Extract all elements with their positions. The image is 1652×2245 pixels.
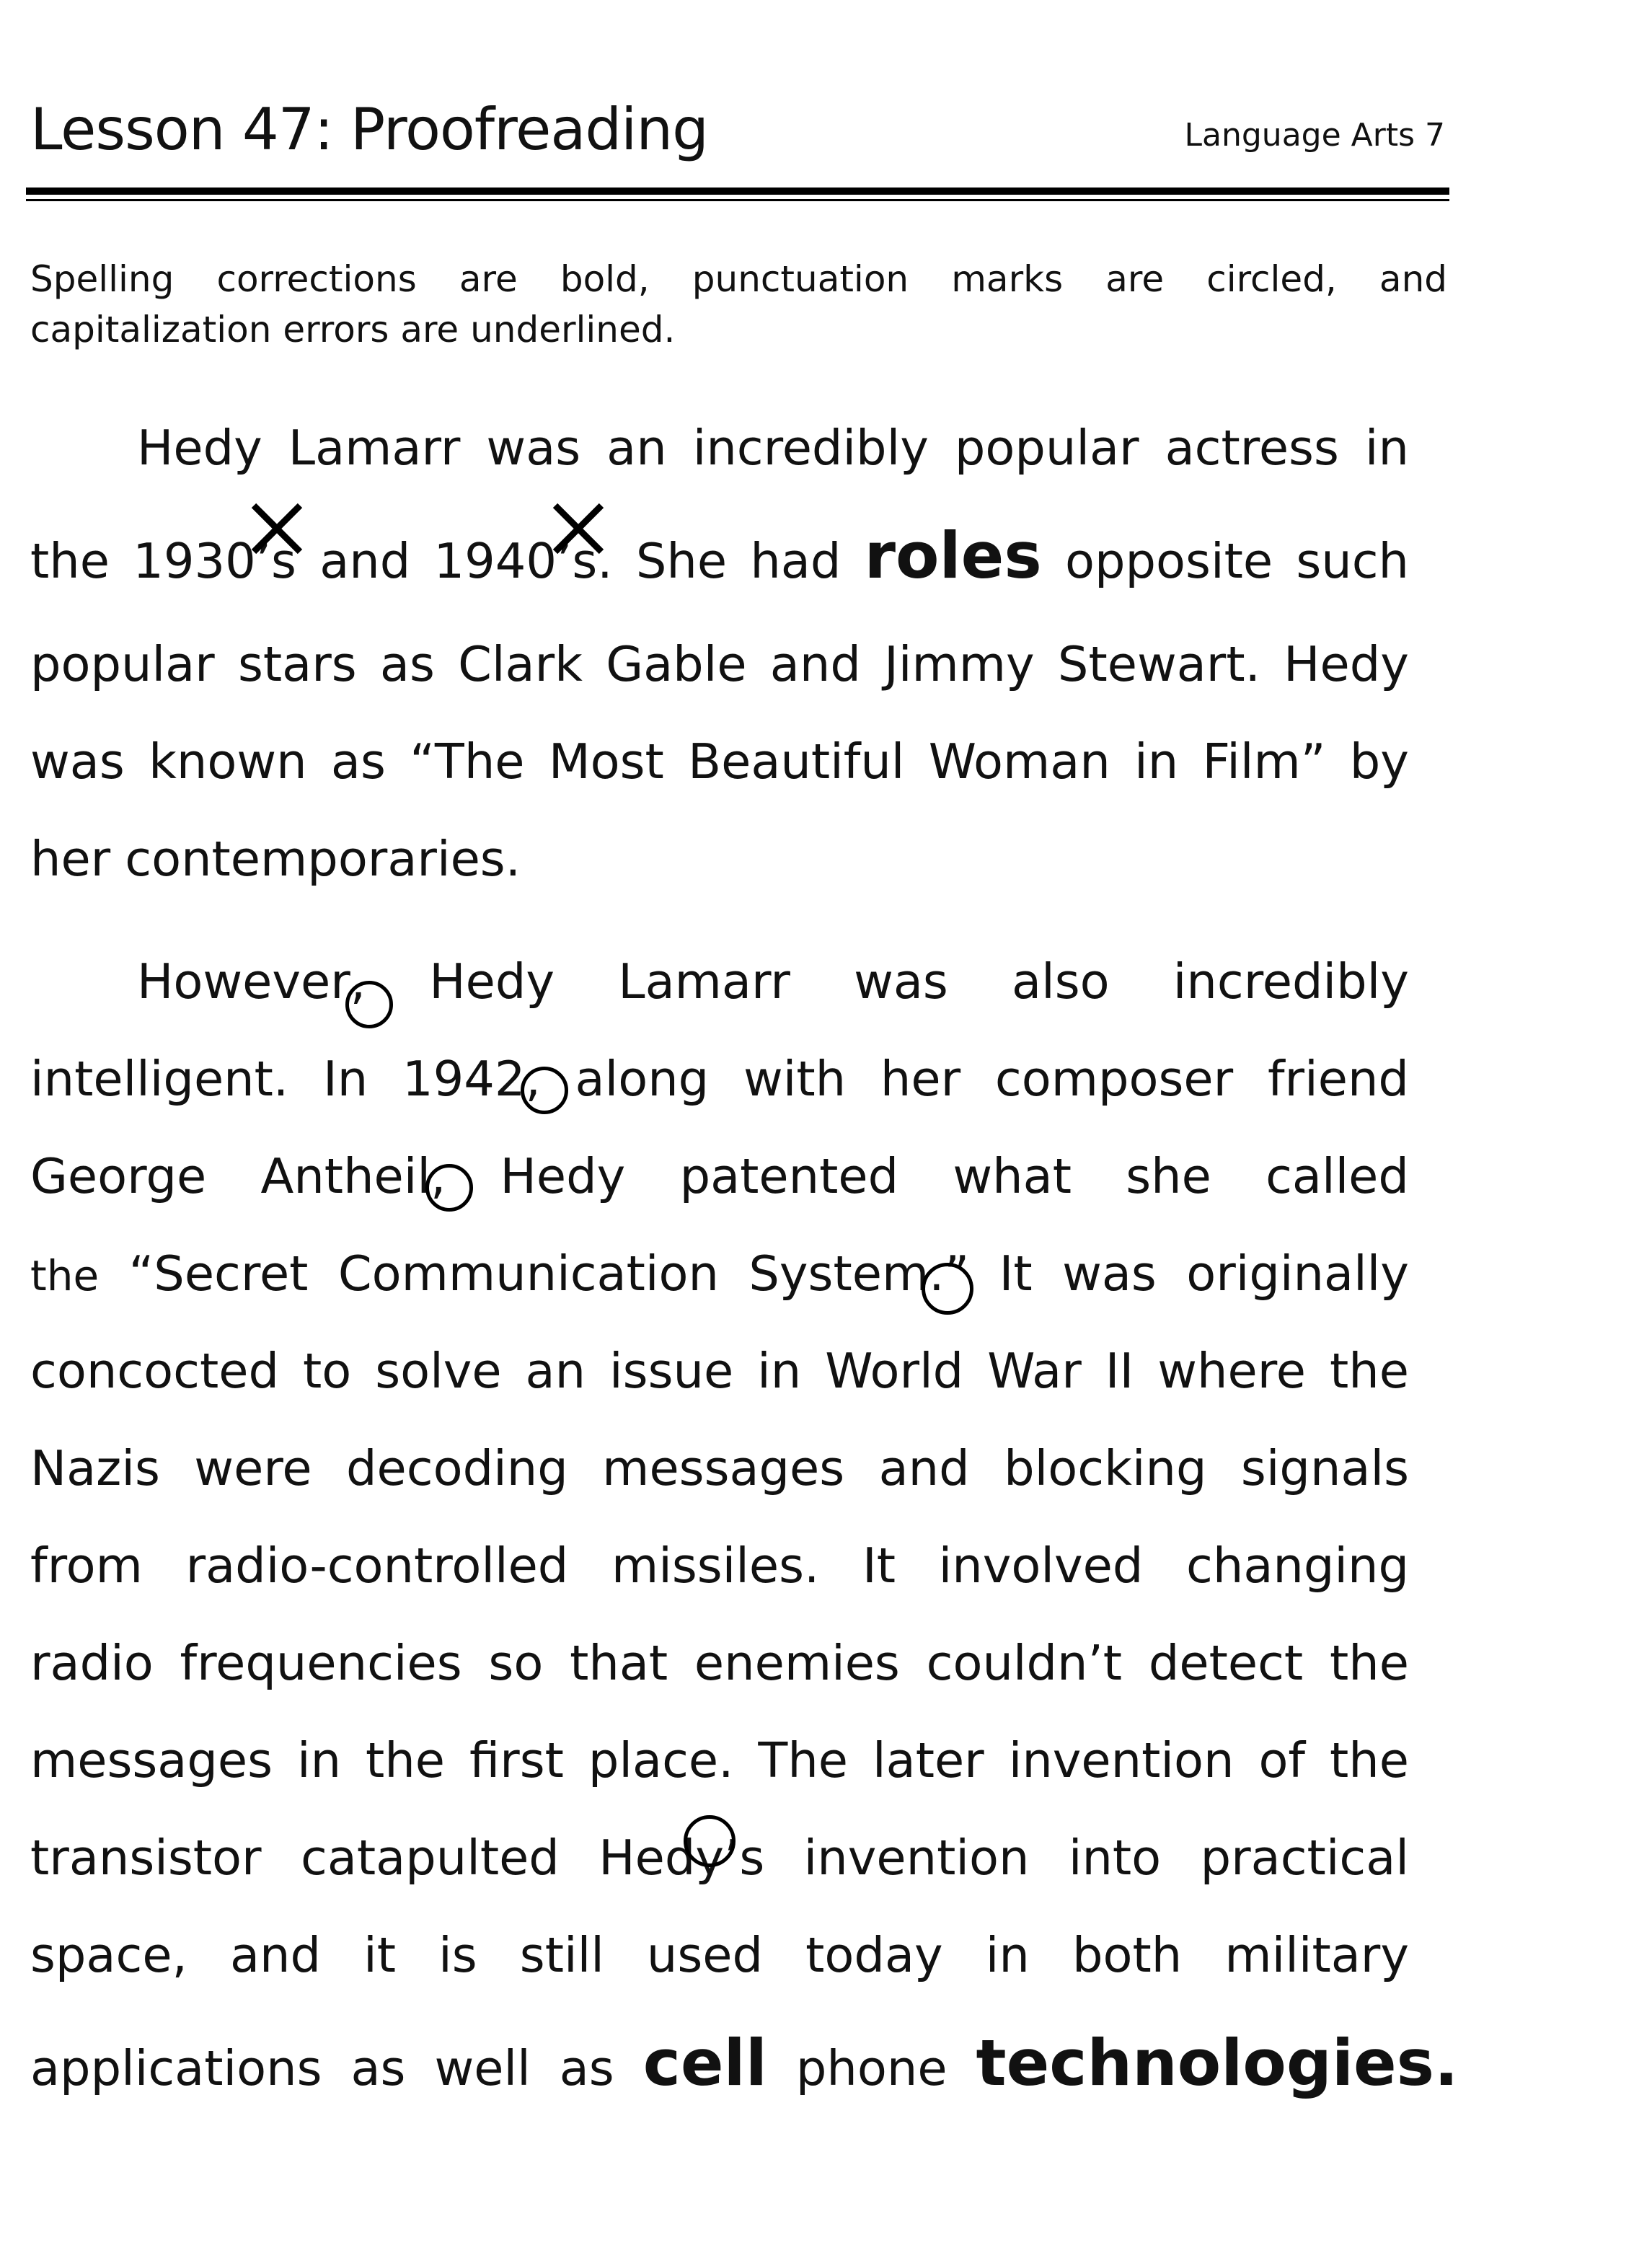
word-circled-comma-antheil [261, 1137, 446, 1216]
word: invention [803, 1830, 1030, 1886]
word: solve [375, 1343, 502, 1399]
word: called [1265, 1148, 1409, 1204]
word: the [30, 533, 110, 589]
word: as [559, 2040, 614, 2096]
spelling-correction-roles: roles [864, 519, 1042, 593]
word: Hedy [1284, 636, 1409, 692]
word: It [999, 1245, 1033, 1302]
word: as [350, 2040, 406, 2096]
word: messages [602, 1440, 845, 1496]
word: II [1105, 1343, 1134, 1399]
word: that [570, 1635, 668, 1691]
word: her [880, 1051, 961, 1107]
word: Most [548, 733, 664, 790]
word: popular [30, 636, 215, 692]
word: enemies [694, 1635, 900, 1691]
word: contemporaries. [125, 831, 521, 887]
word: was [30, 733, 125, 790]
word-text: Hedy’s [598, 1830, 765, 1886]
word: was [486, 420, 581, 476]
word: the [1329, 1343, 1409, 1399]
word: Nazis [30, 1440, 160, 1496]
lesson-title: Lesson 47: Proofreading [30, 96, 708, 163]
punctuation-circle-icon [345, 981, 393, 1028]
word-circled-period-system [748, 1234, 969, 1313]
word: intelligent. [30, 1051, 289, 1107]
p2-line-1 [137, 942, 1409, 1021]
word: frequencies [180, 1635, 462, 1691]
word: practical [1200, 1830, 1409, 1886]
word: actress [1165, 420, 1339, 476]
word: today [805, 1927, 943, 1983]
page-header [30, 94, 1445, 166]
word: opposite [1065, 533, 1273, 589]
punctuation-circle-icon [425, 1164, 473, 1212]
word: in [757, 1343, 802, 1399]
word: is [438, 1927, 477, 1983]
word: Stewart. [1057, 636, 1260, 692]
word: in [1364, 420, 1409, 476]
punctuation-circle-icon [922, 1263, 973, 1315]
word: signals [1240, 1440, 1409, 1496]
word-text: 1942, [402, 1051, 541, 1107]
word: by [1349, 733, 1409, 790]
word: were [194, 1440, 312, 1496]
word: issue [609, 1343, 734, 1399]
word: and [769, 636, 861, 692]
word: as [330, 733, 386, 790]
word: incredibly [692, 420, 929, 476]
word: both [1072, 1927, 1183, 1983]
word: She [635, 533, 728, 589]
word: It [862, 1538, 896, 1594]
word: in [296, 1732, 342, 1788]
word: into [1068, 1830, 1162, 1886]
word: such [1296, 533, 1409, 589]
spelling-correction-cell: cell [642, 2026, 767, 2100]
word: “Secret [128, 1245, 309, 1302]
p2-line-12 [30, 2024, 1459, 2103]
spelling-correction-technologies: technologies. [976, 2026, 1459, 2100]
word: space, [30, 1927, 187, 1983]
word: Clark [458, 636, 583, 692]
word-circled-comma-however [137, 942, 366, 1021]
word: detect [1148, 1635, 1304, 1691]
word-circled-apostrophe-hedys [598, 1818, 764, 1897]
word: involved [938, 1538, 1144, 1594]
word: phone [795, 2040, 948, 2096]
word: known [149, 733, 307, 790]
p2-line-8 [30, 1623, 1409, 1703]
word: an [606, 420, 667, 476]
p1-line-3 [30, 625, 1409, 704]
word: still [519, 1927, 604, 1983]
p2-line-7 [30, 1526, 1409, 1605]
word: what [953, 1148, 1072, 1204]
p2-line-3 [30, 1137, 1409, 1216]
word: Lamarr [618, 953, 790, 1010]
word: the [1329, 1635, 1409, 1691]
word: transistor [30, 1830, 262, 1886]
word: her [30, 831, 111, 887]
word-text: Antheil, [260, 1148, 446, 1204]
p2-line-9 [30, 1721, 1409, 1800]
word: originally [1186, 1245, 1409, 1302]
word: Gable [606, 636, 747, 692]
word: George [30, 1148, 207, 1204]
word: later [873, 1732, 984, 1788]
word: the [1330, 1732, 1409, 1788]
word: invention [1008, 1732, 1234, 1788]
word-deleted-apostrophe-1940s [434, 521, 613, 601]
word: Beautiful [688, 733, 905, 790]
word: applications [30, 2040, 322, 2096]
word: Hedy [137, 420, 262, 476]
punctuation-circle-icon [521, 1067, 568, 1114]
word: to [302, 1343, 352, 1399]
word-circled-comma-1942 [402, 1039, 541, 1119]
word: Communication [337, 1245, 719, 1302]
word: she [1126, 1148, 1211, 1204]
word: blocking [1004, 1440, 1207, 1496]
word: Hedy [500, 1148, 626, 1204]
p2-line-5 [30, 1331, 1409, 1411]
word: and [229, 1927, 322, 1983]
word: where [1157, 1343, 1307, 1399]
word: and [878, 1440, 970, 1496]
word: concocted [30, 1343, 279, 1399]
word: messages [30, 1732, 273, 1788]
course-name: Language Arts 7 [1184, 117, 1445, 154]
word: military [1224, 1927, 1409, 1983]
word: friend [1267, 1051, 1409, 1107]
delete-mark-icon [549, 500, 607, 557]
word-text: However, [137, 953, 366, 1010]
p1-line-4 [30, 722, 1409, 801]
word: an [525, 1343, 586, 1399]
word: also [1012, 953, 1110, 1010]
word: was [854, 953, 948, 1010]
word: popular [954, 420, 1139, 476]
word-text: 1940’s. [433, 533, 613, 589]
word: radio [30, 1635, 154, 1691]
word: the [366, 1732, 446, 1788]
word: in [1134, 733, 1179, 790]
word: changing [1186, 1538, 1409, 1594]
word-deleted-apostrophe-1930s [133, 521, 296, 601]
delete-mark-icon [248, 500, 306, 557]
instructions-text: Spelling corrections are bold, punctuation marks are circled, and capitalization errors are underlined. [30, 258, 1447, 350]
word: Film” [1202, 733, 1326, 790]
word: first [469, 1732, 564, 1788]
header-rule-thick [26, 188, 1449, 195]
word: decoding [346, 1440, 568, 1496]
word: War [987, 1343, 1082, 1399]
word: so [488, 1635, 544, 1691]
p1-line-1 [137, 408, 1409, 488]
p2-line-6 [30, 1429, 1409, 1508]
word: incredibly [1172, 953, 1409, 1010]
p2-line-4 [30, 1234, 1409, 1313]
word: place. [588, 1732, 734, 1788]
word: well [434, 2040, 531, 2096]
word-text: System.” [748, 1245, 970, 1302]
word: Woman [928, 733, 1110, 790]
word: used [646, 1927, 764, 1983]
word: World [825, 1343, 964, 1399]
word: In [322, 1051, 368, 1107]
p2-line-2 [30, 1039, 1409, 1119]
word: couldn’t [926, 1635, 1123, 1691]
word: “The [410, 733, 525, 790]
word: had [750, 533, 842, 589]
p2-line-11 [30, 1915, 1409, 1995]
word: with [743, 1051, 847, 1107]
word: it [363, 1927, 397, 1983]
word: Jimmy [884, 636, 1035, 692]
word: the [30, 1251, 100, 1300]
word: along [575, 1051, 710, 1107]
word: radio-controlled [185, 1538, 569, 1594]
p2-line-10 [30, 1818, 1409, 1897]
word: from [30, 1538, 143, 1594]
word: Hedy [429, 953, 555, 1010]
header-rule-thin [26, 199, 1449, 201]
word: catapulted [300, 1830, 560, 1886]
word: was [1062, 1245, 1157, 1302]
word: The [758, 1732, 849, 1788]
word: as [379, 636, 435, 692]
word: missiles. [611, 1538, 820, 1594]
word: composer [994, 1051, 1234, 1107]
word: and [319, 533, 411, 589]
p1-line-2 [30, 516, 1409, 596]
word: Lamarr [288, 420, 461, 476]
word: patented [679, 1148, 899, 1204]
word: stars [237, 636, 357, 692]
word: in [985, 1927, 1030, 1983]
word: of [1258, 1732, 1306, 1788]
punctuation-circle-icon [684, 1815, 736, 1867]
p1-line-5 [30, 819, 1409, 899]
word-text: 1930’s [133, 533, 296, 589]
